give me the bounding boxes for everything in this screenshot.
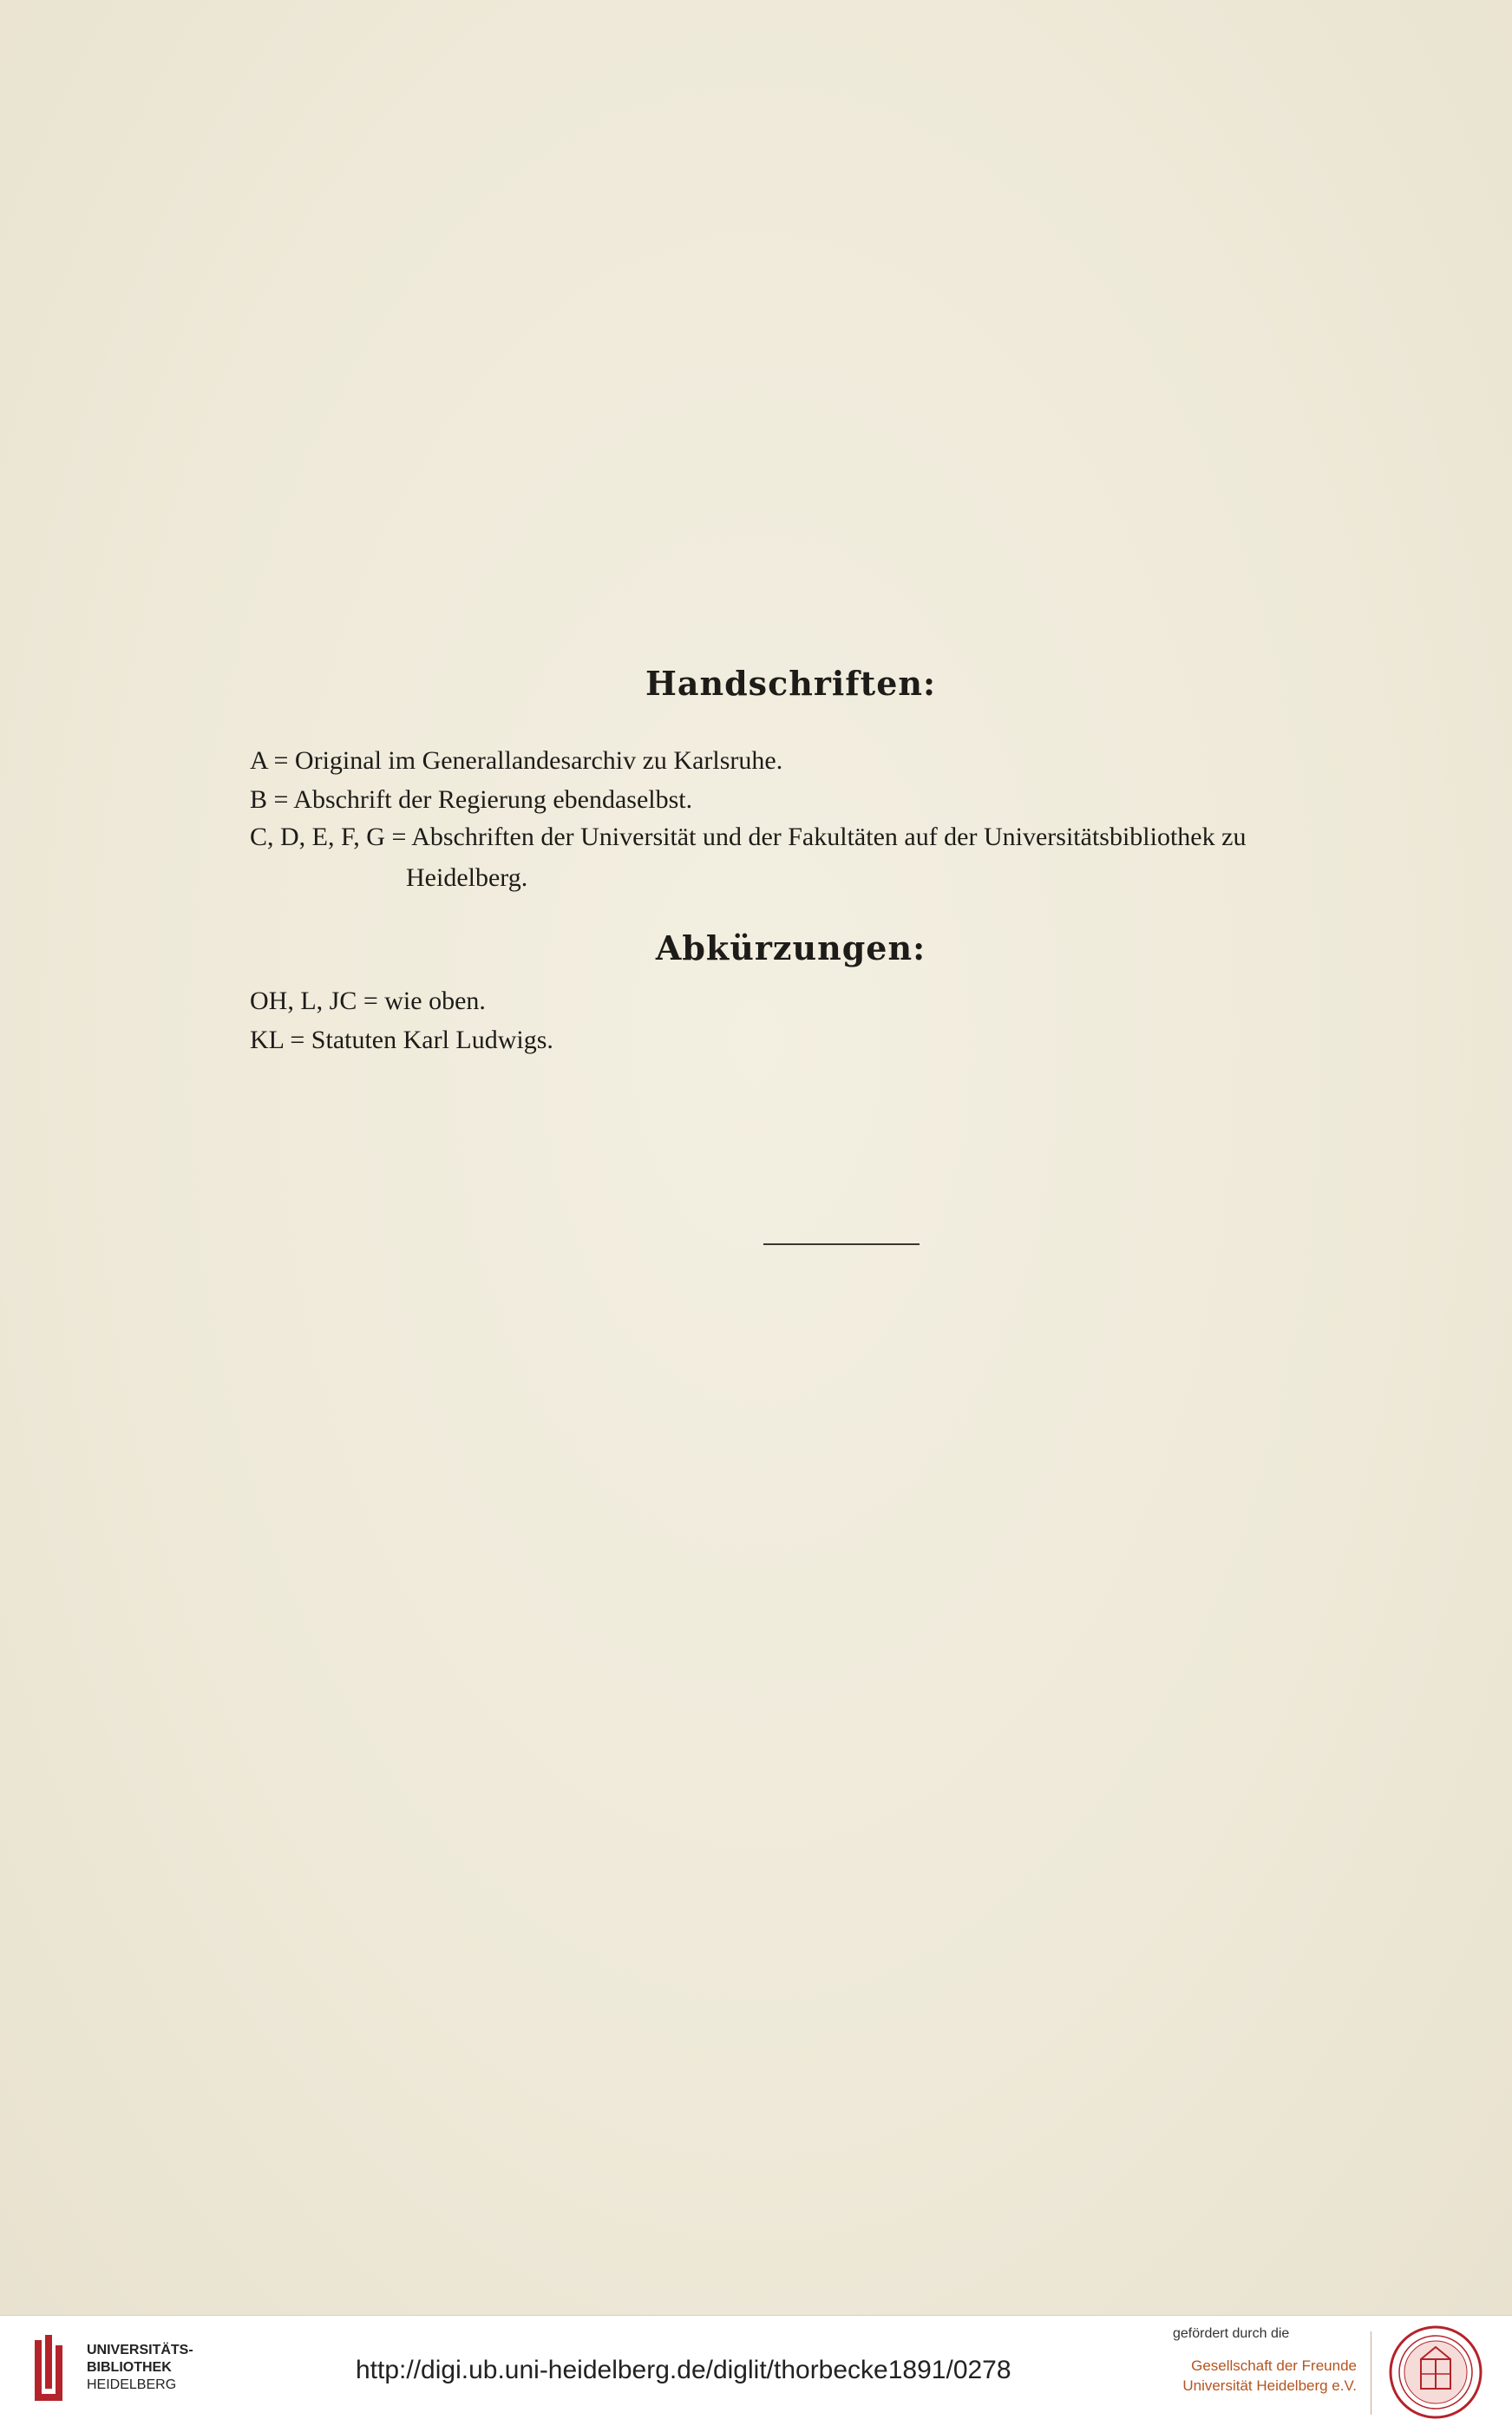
source-line-cdefg: C, D, E, F, G = Abschriften der Universität und der Fakultäten auf der Universitätsbibliothek zu	[250, 823, 1247, 851]
abbreviation-line-kl: KL = Statuten Karl Ludwigs.	[250, 1026, 553, 1054]
ub-heidelberg-logo-icon[interactable]	[33, 2333, 71, 2406]
sponsor-label: gefördert durch die	[1173, 2326, 1290, 2341]
library-name-line-1: UNIVERSITÄTS-	[87, 2343, 193, 2357]
permalink-url[interactable]: http://digi.ub.uni-heidelberg.de/diglit/thorbecke1891/0278	[356, 2356, 1011, 2384]
library-name[interactable]	[87, 2342, 193, 2394]
source-line-a: A = Original im Generallandesarchiv zu Karlsruhe.	[250, 746, 783, 775]
university-seal-icon[interactable]	[1388, 2324, 1483, 2420]
abbreviation-line-oh: OH, L, JC = wie oben.	[250, 987, 486, 1015]
heading-abkuerzungen: Abkürzungen:	[655, 928, 926, 967]
end-rule	[763, 1243, 920, 1245]
heading-handschriften: Handschriften:	[645, 664, 937, 703]
footer-bar	[0, 2315, 1512, 2426]
source-line-cdefg-continued: Heidelberg.	[406, 863, 528, 892]
library-name-line-3: HEIDELBERG	[87, 2377, 177, 2392]
sponsor-name-line-2: Universität Heidelberg e.V.	[1182, 2377, 1357, 2394]
sponsor-name[interactable]	[1173, 2356, 1357, 2396]
source-line-b: B = Abschrift der Regierung ebendaselbst.	[250, 785, 693, 814]
library-name-line-2: BIBLIOTHEK	[87, 2360, 172, 2375]
sponsor-name-line-1: Gesellschaft der Freunde	[1191, 2357, 1357, 2374]
